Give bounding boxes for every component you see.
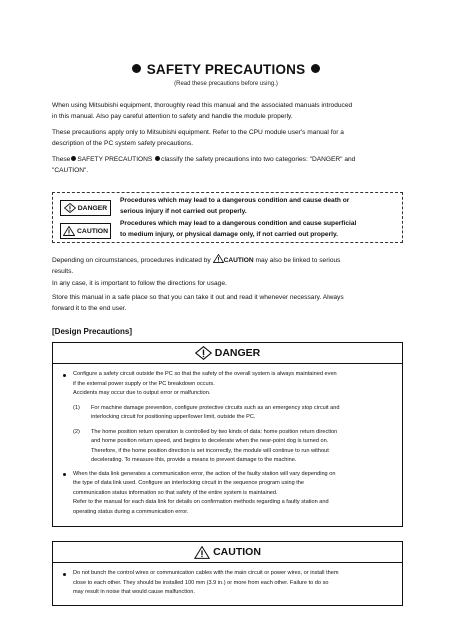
caution-definition <box>120 218 400 240</box>
danger-b2-line3: communication status information so that safety of the entire system is maintained. <box>73 489 278 496</box>
danger-numbered-item-1 <box>61 404 394 423</box>
page-title <box>0 62 452 77</box>
intro-p1-line1: When using Mitsubishi equipment, thoroughly read this manual and the associated manuals introduced <box>52 102 353 109</box>
intro-paragraph-2 <box>52 127 404 149</box>
note-paragraph-2: In any case, it is important to follow the directions for usage. <box>52 280 227 287</box>
danger-definition <box>120 195 400 217</box>
bullet-icon <box>71 156 76 161</box>
danger-diamond-icon <box>195 346 212 360</box>
danger-def-line2: serious injury if not carried out properly. <box>120 208 247 215</box>
caution-b1-line1: Do not bunch the control wires or communication cables with the main circuit or power wires, or install them <box>73 570 339 576</box>
intro-p2-line1: These precautions apply only to Mitsubishi equipment. Refer to the CPU module user's manual for a <box>52 129 344 136</box>
danger-b1-line3: Accidents may occur due to output error or malfunction. <box>73 390 211 396</box>
caution-def-line2: to medium injury, or physical damage only, if not carried out properly. <box>120 231 338 238</box>
item-number: (1) <box>73 404 80 411</box>
bullet-icon <box>63 473 66 476</box>
caution-triangle-icon <box>194 546 210 559</box>
danger-b2-line5: operating status during a communication error. <box>73 508 189 515</box>
danger-def-line1: Procedures which may lead to a dangerous condition and cause death or <box>120 197 350 204</box>
note1-line2: results. <box>52 268 74 275</box>
bullet-icon <box>311 64 320 73</box>
intro-paragraph-3 <box>52 154 404 176</box>
danger-numbered-item-2 <box>61 428 394 466</box>
danger-badge-label: DANGER <box>77 204 108 212</box>
caution-panel <box>52 541 403 606</box>
caution-panel-body <box>53 563 402 598</box>
danger-b2-line1: When the data link generates a communication error, the action of the faulty station will vary depending on <box>73 470 336 477</box>
bullet-icon <box>155 156 160 161</box>
intro-p2-line2: description of the PC system safety precautions. <box>52 140 194 147</box>
danger-b1-line1: Configure a safety circuit outside the PC so that the safety of the overall system is always maintained even <box>73 371 337 377</box>
caution-triangle-icon <box>213 254 224 263</box>
caution-panel-header <box>53 542 402 563</box>
bullet-icon <box>63 573 66 576</box>
caution-triangle-icon <box>63 226 75 236</box>
caution-def-line1: Procedures which may lead to a dangerous condition and cause superficial <box>120 220 357 227</box>
bullet-icon <box>132 64 141 73</box>
note3-line1: Store this manual in a safe place so that you can take it out and read it whenever necessary. Always <box>52 294 344 301</box>
danger-b2-line2: the type of data link used. Configure an interlocking circuit in the sequence program using the <box>73 480 305 486</box>
danger-panel-title: DANGER <box>214 347 261 359</box>
danger-badge <box>60 200 111 216</box>
intro-paragraph-1 <box>52 100 404 122</box>
intro-p3-suffix: classify the safety precautions into two categories: "DANGER" and <box>161 156 356 163</box>
danger-i1-line2: interlocking circuit for positioning upper/lower limit, outside the PC. <box>91 414 256 420</box>
caution-bullet-1 <box>61 569 394 598</box>
danger-bullet-2 <box>61 470 394 518</box>
note-paragraph-1 <box>52 254 404 277</box>
page-title-text: SAFETY PRECAUTIONS <box>146 62 306 77</box>
note1-caution-label: CAUTION <box>223 257 254 264</box>
section-heading-design-precautions: [Design Precautions] <box>52 327 133 336</box>
note-paragraph-3 <box>52 292 404 314</box>
note1-suffix: may also be linked to serious <box>255 257 341 264</box>
bullet-icon <box>63 374 66 377</box>
danger-panel <box>52 342 403 527</box>
danger-i2-line2: and home position return speed, and begins to decelerate when the near-point dog is turned on. <box>91 438 329 444</box>
danger-panel-body <box>53 364 402 517</box>
intro-p3-line2: "CAUTION". <box>52 167 89 174</box>
signal-word-legend <box>52 192 403 243</box>
intro-p3-prefix: These <box>52 156 71 163</box>
caution-b1-line2: close to each other. They should be installed 100 mm (3.9 in.) or more from each other. Failure to do so <box>73 579 329 586</box>
intro-p1-line2: in this manual. Also pay careful attention to safety and handle the module properly. <box>52 113 293 120</box>
note3-line2: forward it to the end user. <box>52 305 127 312</box>
danger-b1-line2: if the external power supply or the PC breakdown occurs. <box>73 380 215 387</box>
note1-prefix: Depending on circumstances, procedures indicated by <box>52 257 211 264</box>
intro-p3-ref: SAFETY PRECAUTIONS <box>77 156 153 163</box>
danger-i1-line1: For machine damage prevention, configure protective circuits such as an emergency stop circuit and <box>91 404 340 411</box>
danger-panel-header <box>53 343 402 364</box>
danger-bullet-1 <box>61 370 394 399</box>
danger-b2-line4: Refer to the manual for each data link for details on confirmation methods regarding a faulty station and <box>73 499 329 505</box>
caution-panel-title: CAUTION <box>213 546 261 558</box>
item-number: (2) <box>73 428 80 435</box>
danger-i2-line3: Therefore, if the home position direction is set incorrectly, the module will continue to run without <box>91 447 329 454</box>
caution-badge-label: CAUTION <box>77 227 108 235</box>
page-subtitle: (Read these precautions before using.) <box>174 81 278 87</box>
danger-i2-line1: The home position return operation is controlled by two kinds of data: home position return direction <box>91 428 338 435</box>
caution-b1-line3: may result in noise that would cause malfunction. <box>73 589 195 595</box>
caution-badge <box>60 223 111 239</box>
danger-diamond-icon <box>64 203 76 213</box>
danger-i2-line4: decelerating. To measure this, provide a means to prevent damage to the machine. <box>91 457 297 463</box>
